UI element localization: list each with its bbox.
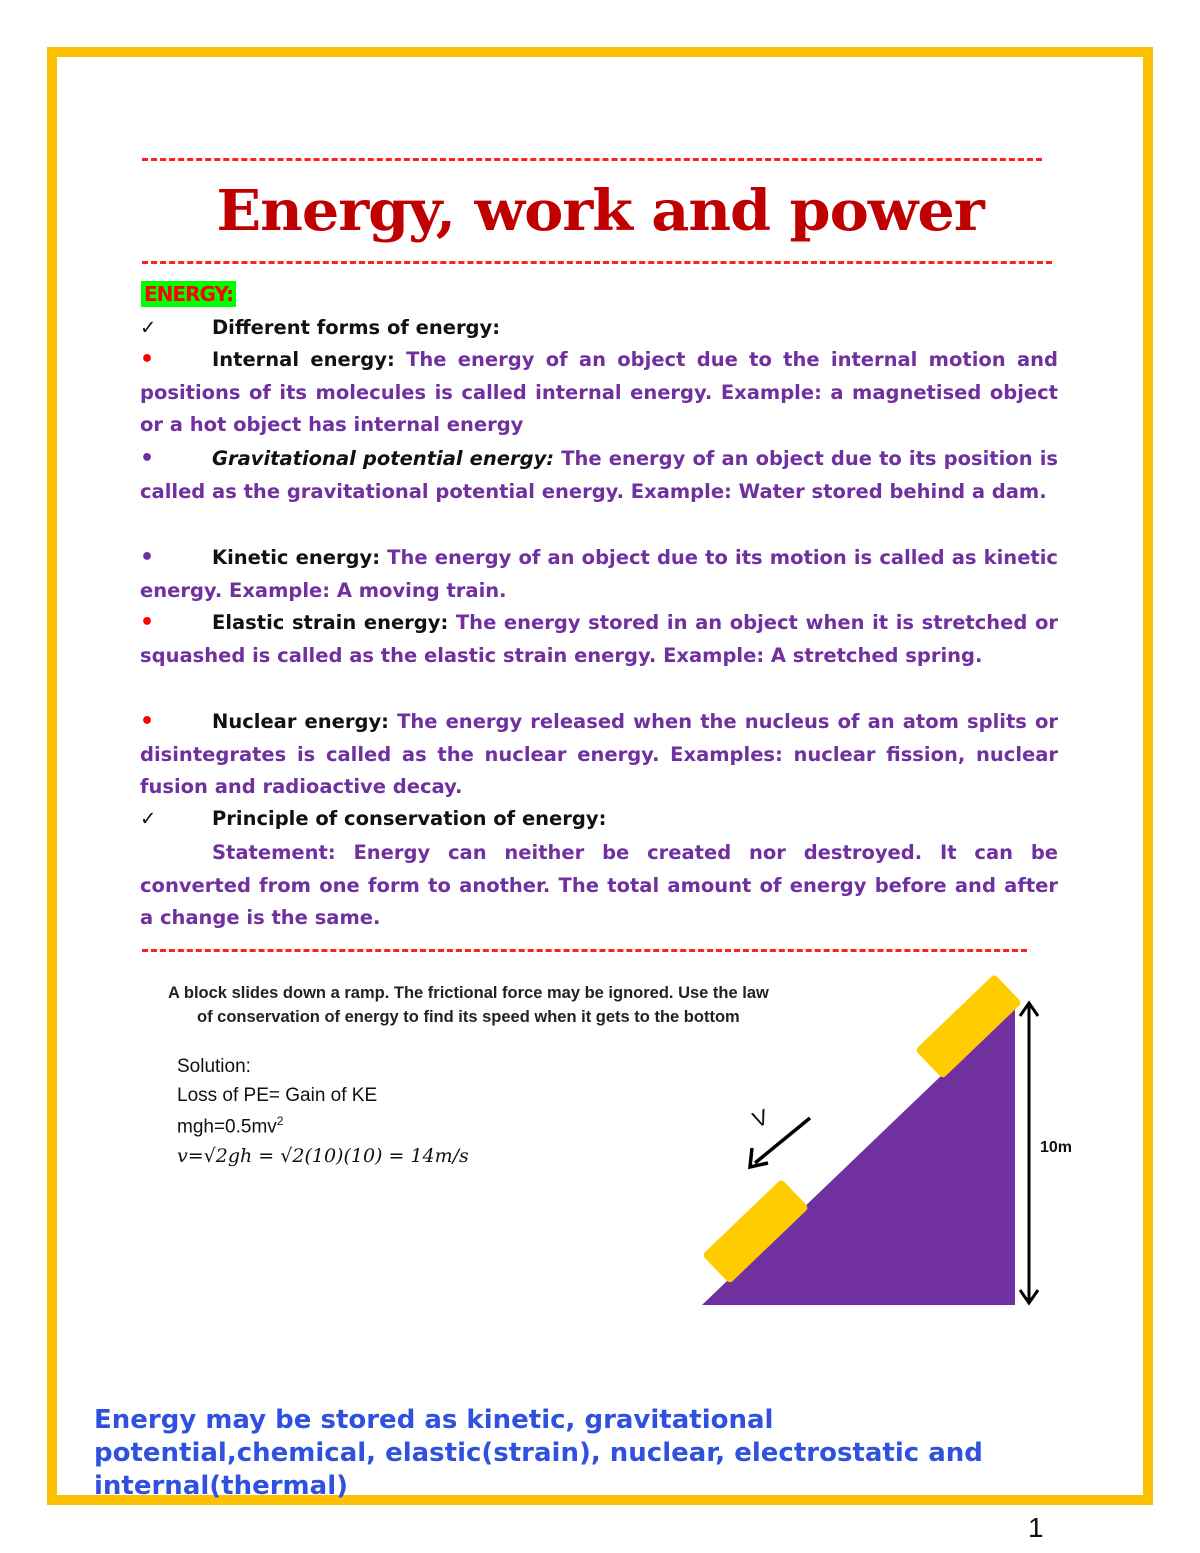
bullet-icon: • (140, 446, 155, 471)
check-icon: ✓ (140, 316, 157, 339)
principle-heading: ✓ Principle of conservation of energy: (140, 803, 1058, 836)
problem-line-2: of conservation of energy to find its speed when it gets to the bottom (197, 1008, 740, 1026)
bullet-icon: • (140, 610, 155, 635)
height-label: 10m (1040, 1139, 1073, 1156)
solution-step-3: v=√2gh = √2(10)(10) = 14m/s (177, 1145, 469, 1167)
energy-heading: ENERGY: (141, 281, 236, 307)
forms-heading: ✓ Different forms of energy: (140, 312, 1058, 345)
form-kinetic: • Kinetic energy: The energy of an object due to its motion is called as kinetic energy. Example: A moving train. (140, 542, 1058, 607)
page-title: Energy, work and power (216, 178, 984, 244)
form-gravitational: • Gravitational potential energy: The energy of an object due to its position is called as the gravitational potential energy. Example: Water stored behind a dam. (140, 443, 1058, 508)
check-icon: ✓ (140, 807, 157, 830)
solution-step-2: $mgh=0.5mv^2$ (177, 1114, 284, 1138)
problem-line-1: A block slides down a ramp. The frictional force may be ignored. Use the law (168, 984, 769, 1002)
solution-label: Solution: (177, 1056, 251, 1077)
bottom-note: Energy may be stored as kinetic, gravitational potential,chemical, elastic(strain), nuclear, electrostatic and internal(thermal) (94, 1405, 983, 1501)
bullet-icon: • (140, 347, 155, 372)
principle-statement: Statement: Energy can neither be created nor destroyed. It can be converted from one form to another. The total amount of energy before and after a change is the same. (140, 841, 1058, 930)
bullet-icon: • (140, 709, 155, 734)
bullet-icon: • (140, 545, 155, 570)
height-arrow (1020, 1003, 1038, 1303)
solution-step-1: Loss of PE= Gain of KE (177, 1085, 378, 1106)
form-elastic: • Elastic strain energy: The energy stored in an object when it is stretched or squashed is called as the elastic strain energy. Example: A stretched spring. (140, 607, 1058, 672)
page-number: 1 (1028, 1512, 1044, 1543)
velocity-label: V (749, 1103, 772, 1133)
form-internal: • Internal energy: The energy of an object due to the internal motion and positions of its molecules is called internal energy. Example: a magnetised object or a hot object has internal energy (140, 344, 1058, 442)
form-nuclear: • Nuclear energy: The energy released when the nucleus of an atom splits or disintegrates is called as the nuclear energy. Examples: nuclear fission, nuclear fusion and radioactive decay. (140, 706, 1058, 804)
